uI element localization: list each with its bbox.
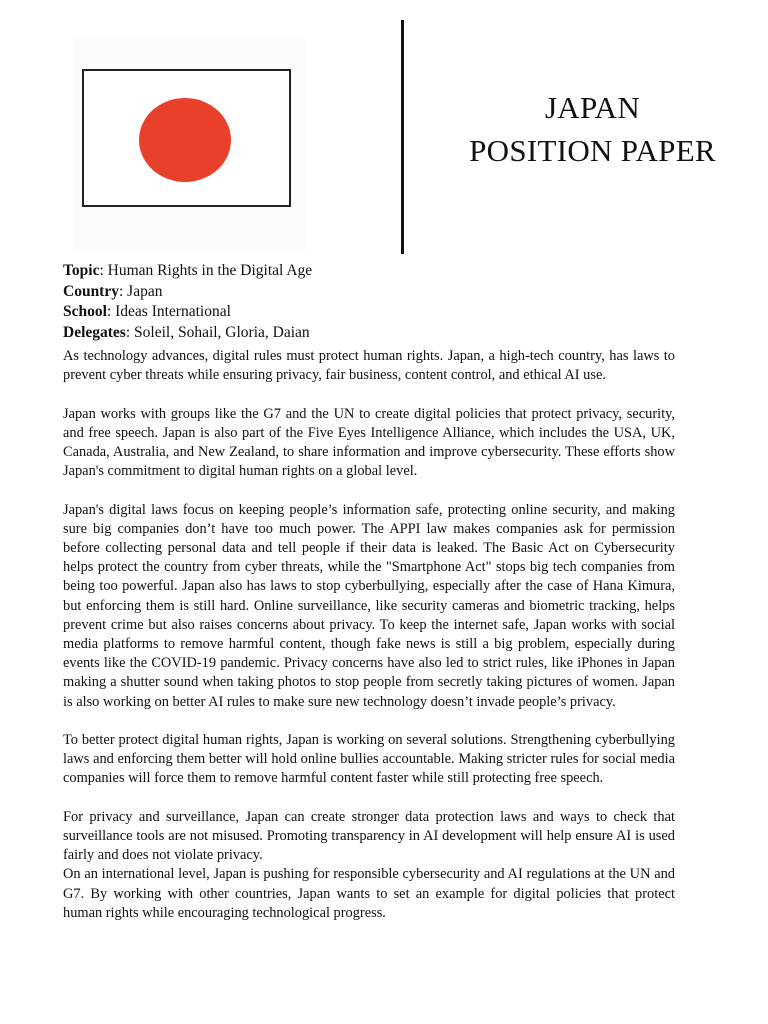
body-text (63, 347, 675, 923)
flag-sun-circle (139, 98, 231, 182)
meta-school-value: : Ideas International (106, 303, 231, 320)
paragraph-digital-laws: Japan's digital laws focus on keeping people’s information safe, protecting online security, and making sure big companies don’t have too much power. The APPI law makes companies ask for permission before collecting personal data and tell people if their data is leaked. The Basic Act on Cybersecurity helps protect the country from cyber threats, while the "Smartphone Act" stops big tech companies from being too powerful. Japan also has laws to stop cyberbullying, especially after the case of Hana Kimura, but enforcing them is still hard. Online surveillance, like security cameras and biometric tracking, helps prevent crime but also raises concerns about privacy. To keep the internet safe, Japan works with social media platforms to remove harmful content, though fake news is still a big problem, especially during events like the COVID-19 pandemic. Privacy concerns have also led to strict rules, like iPhones in Japan making a shutter sound when taking photos to stop people from secretly taking pictures of women. Japan is also working on better AI rules to make sure new technology doesn’t invade people’s privacy. (63, 501, 675, 710)
page-title (420, 86, 765, 172)
meta-country (63, 282, 312, 303)
meta-delegates-key: Delegates (63, 323, 126, 341)
title-line-country: JAPAN (544, 90, 641, 125)
meta-delegates-value: : Soleil, Sohail, Gloria, Daian (125, 323, 310, 341)
paragraph-international-level: On an international level, Japan is pushing for responsible cybersecurity and AI regulations at the UN and G7. By working with other countries, Japan wants to set an example for digital policies that protect human rights while encouraging technological progress. (63, 866, 675, 921)
vertical-divider (401, 20, 404, 254)
title-line-document-type: POSITION PAPER (469, 133, 716, 168)
meta-delegates (63, 323, 312, 344)
paragraph-solutions: To better protect digital human rights, Japan is working on several solutions. Strengthening cyberbullying laws and enforcing them better will hold online bullies accountable. Making stricter rules for social media companies will force them to remove harmful content faster while still protecting free speech. (63, 732, 675, 787)
meta-country-key: Country (63, 282, 119, 300)
meta-topic-key: Topic (63, 262, 100, 279)
meta-school (63, 302, 312, 323)
meta-country-value: : Japan (118, 282, 163, 300)
meta-school-key: School (63, 303, 107, 320)
meta-topic (63, 261, 312, 282)
paragraph-international-cooperation: Japan works with groups like the G7 and the UN to create digital policies that protect privacy, security, and free speech. Japan is also part of the Five Eyes Intelligence Alliance, which includes the USA, UK, Canada, Australia, and New Zealand, to share information and improve cybersecurity. These efforts show Japan's commitment to digital human rights on a global level. (63, 405, 675, 480)
meta-topic-value: : Human Rights in the Digital Age (99, 262, 313, 279)
paragraph-introduction: As technology advances, digital rules must protect human rights. Japan, a high-tech country, has laws to prevent cyber threats while ensuring privacy, fair business, content control, and ethical AI use. (63, 348, 675, 384)
paragraph-privacy-surveillance: For privacy and surveillance, Japan can create stronger data protection laws and ways to check that surveillance tools are not misused. Promoting transparency in AI development will help ensure AI is used fairly and does not violate privacy. (63, 808, 675, 864)
metadata-block (63, 261, 312, 343)
